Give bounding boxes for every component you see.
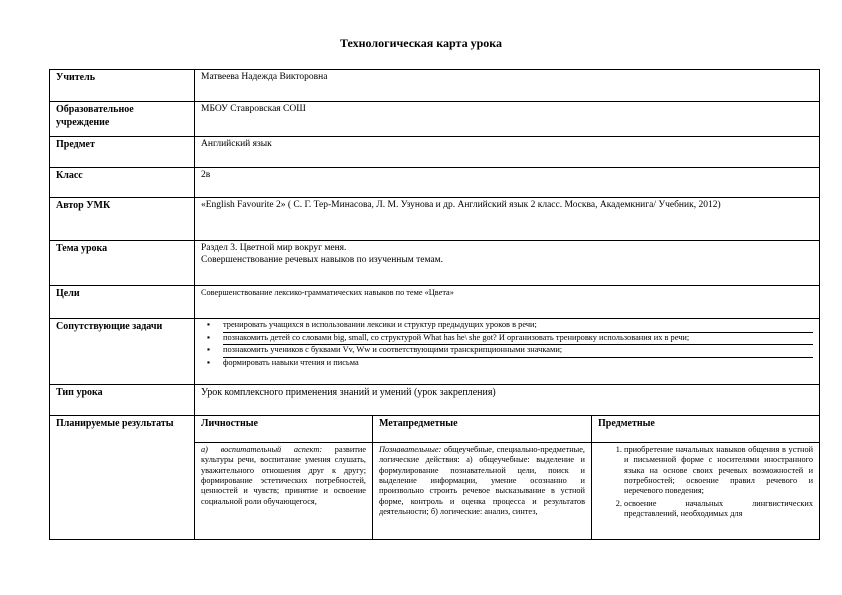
row-value-umk-author: «English Favourite 2» ( С. Г. Тер-Минасова, Л. М. Узунова и др. Английский язык 2 класс. Москва, Академкнига/ Учебник, 2012) [195, 198, 820, 241]
row-label-goals: Цели [50, 286, 195, 319]
list-item: 2. освоение начальных лингвистических представлений, необходимых для [624, 499, 813, 520]
table-row [50, 286, 820, 319]
bullet-icon: ▪ [207, 320, 210, 329]
row-label-institution: Образовательное учреждение [50, 102, 195, 137]
list-item: ▪ познакомить детей со словами big, small, со структурой What has he\ she got? И организовать тренировку использования их в речи; [223, 333, 813, 346]
results-header-subject: Предметные [592, 416, 820, 443]
table-row [50, 319, 820, 385]
row-value-institution: МБОУ Ставровская СОШ [195, 102, 820, 137]
results-subject-cell [592, 443, 820, 540]
results-header-personal: Личностные [195, 416, 373, 443]
results-meta-cell: Познавательные: общеучебные, специально-предметные, логические действия: а) общеучебные: выделение и формулирование познавательной цели, поиск и выделение информации, умение осознанно и произвольно строить речевое высказывание в устной форме, контроль и оценка процесса и результатов деятельности; б) логические: анализ, синтез, [373, 443, 592, 540]
row-value-lesson-type: Урок комплексного применения знаний и умений (урок закрепления) [195, 385, 820, 416]
results-header-meta: Метапредметные [373, 416, 592, 443]
page-title: Технологическая карта урока [340, 36, 502, 50]
tasks-list [201, 320, 813, 369]
table-row [50, 241, 820, 286]
row-value-subject: Английский язык [195, 137, 820, 168]
list-item: ▪ тренировать учащихся в использовании лексики и структур предыдущих уроков в речи; [223, 320, 813, 333]
list-item: 1. приобретение начальных навыков общения в устной и письменной форме с носителями иностранного языка на основе своих речевых возможностей и потребностей; освоение правил речевого и неречевого поведения; [624, 445, 813, 497]
row-value-class: 2в [195, 168, 820, 198]
table-row [50, 416, 820, 443]
row-label-teacher: Учитель [50, 70, 195, 102]
results-personal-cell: а) воспитательный аспект: развитие культуры речи, воспитание умения слушать, уважительного отношения друг к другу; формирование эстетических потребностей, ценностей и чувств; принятие и освоение социальной роли обучающегося, [195, 443, 373, 540]
row-label-class: Класс [50, 168, 195, 198]
topic-line-1: Раздел 3. Цветной мир вокруг меня. [201, 243, 347, 253]
lesson-card-table [49, 69, 820, 540]
bullet-icon: ▪ [207, 357, 210, 367]
row-value-topic [195, 241, 820, 286]
bullet-icon: ▪ [207, 332, 210, 342]
list-item: ▪ формировать навыки чтения и письма [207, 357, 359, 367]
table-row [50, 168, 820, 198]
bullet-icon: ▪ [207, 345, 210, 354]
row-label-topic: Тема урока [50, 241, 195, 286]
row-label-results: Планируемые результаты [50, 416, 195, 540]
row-label-tasks: Сопутствующие задачи [50, 319, 195, 385]
table-row [50, 137, 820, 168]
row-label-subject: Предмет [50, 137, 195, 168]
list-item: ▪ познакомить учеников с буквами Vv, Ww и соответствующими транскрипционными значками; [223, 345, 813, 358]
tasks-cell [195, 319, 820, 385]
table-row [50, 198, 820, 241]
table-row [50, 102, 820, 137]
row-value-teacher: Матвеева Надежда Викторовна [195, 70, 820, 102]
results-subject-list [598, 445, 813, 520]
topic-line-2: Совершенствование речевых навыков по изученным темам. [201, 254, 444, 265]
row-label-umk-author: Автор УМК [50, 198, 195, 241]
row-value-goals: Совершенствование лексико-грамматических навыков по теме «Цвета» [195, 286, 820, 319]
row-label-lesson-type: Тип урока [50, 385, 195, 416]
table-row [50, 385, 820, 416]
table-row [50, 70, 820, 102]
